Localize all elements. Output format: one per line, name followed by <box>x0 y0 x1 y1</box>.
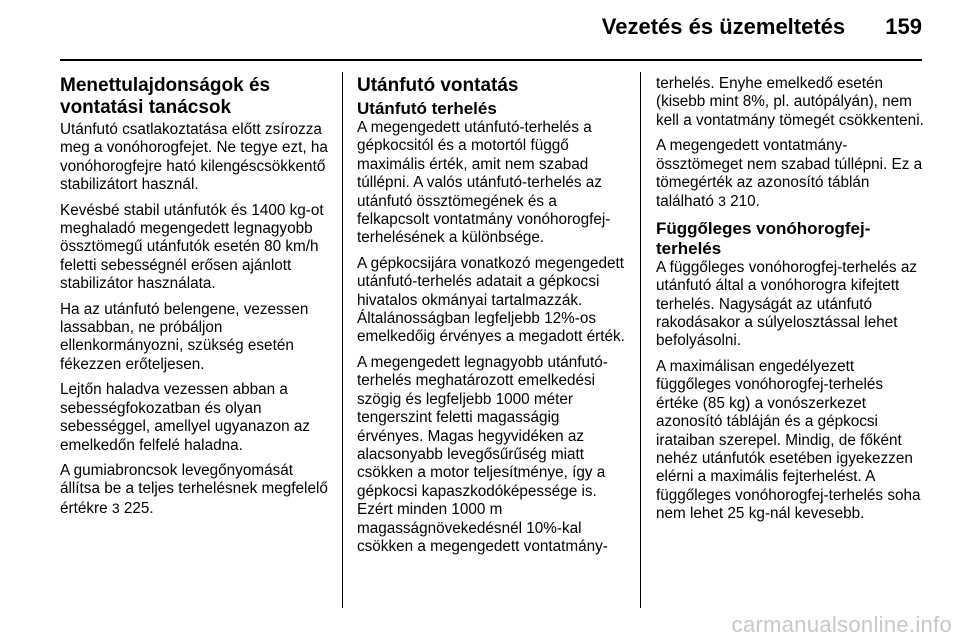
subsection-heading: Utánfutó terhelés <box>357 99 497 118</box>
page-number: 159 <box>885 14 922 39</box>
section-heading: Menettulajdonságok és vontatási tanácsok <box>60 75 271 118</box>
column-divider <box>342 72 343 608</box>
page-ref-number: 225. <box>123 499 154 517</box>
paragraph: Kevésbé stabil utánfutók és 1400 kg-ot meghaladó megengedett legnagyobb össztömegű utánfutók esetén 80 km/h feletti sebességnél erősen ajánlott stabilizátor használata. <box>60 201 324 293</box>
section-heading: Utánfutó vontatás <box>357 75 519 96</box>
subsection-heading: Függőleges vonóhorogfej-terhelés <box>656 218 871 258</box>
column-3 <box>656 75 928 531</box>
paragraph: A megengedett legnagyobb utánfutó-terhelés meghatározott emelkedési szögig és legfeljebb 1000 méter tengerszint feletti magasságig érvényes. Magas hegyvidéken az alacsonyabb levegősűrűség miatt csökken a motor teljesítménye, így a gépkocsi kapaszkodóképessége is. Ezért minden 1000 m magasságnövekedésnél 10%-kal csökken a megengedett vontatmány- <box>357 353 608 555</box>
paragraph <box>60 462 330 518</box>
page-ref-icon: 3 <box>111 499 120 516</box>
watermark: carmanualsonline.info <box>731 612 952 637</box>
paragraph: A függőleges vonóhorogfej-terhelés az utánfutó által a vonóhorogra kifejtett terhelés. Nagyságát az utánfutó rakodásakor a súlyelosztással lehet befolyásolni. <box>656 258 918 350</box>
paragraph: A maximálisan engedélyezett függőleges vonóhorogfej-terhelés értéke (85 kg) a vonószerkezet azonosító tábláján és a gépkocsi irataiban szerepel. Mindig, de főként nehéz utánfutók esetében igyekezzen elérni a maximális fejterhelést. A függőleges vonóhorogfej-terhelés soha nem lehet 25 kg-nál kevesebb. <box>656 357 921 523</box>
page-ref-icon: 3 <box>718 193 726 210</box>
page-title: Vezetés és üzemeltetés <box>601 14 846 39</box>
column-1 <box>60 75 330 525</box>
page-header <box>602 14 922 40</box>
column-2 <box>357 75 627 563</box>
paragraph: terhelés. Enyhe emelkedő esetén (kisebb mint 8%, pl. autópályán), nem kell a vontatmány tömegét csökkenteni. <box>656 75 924 129</box>
paragraph: Ha az utánfutó belengene, vezessen lassabban, ne próbáljon ellenkormányozni, szükség esetén fékezzen erőteljesen. <box>60 300 309 373</box>
paragraph: Lejtőn haladva vezessen abban a sebességfokozatban és olyan sebességgel, amellyel ugyanazon az emelkedőn felfelé haladna. <box>60 381 311 454</box>
header-rule <box>60 59 922 61</box>
page-ref-number: 210. <box>730 193 760 211</box>
paragraph: Utánfutó csatlakoztatása előtt zsírozza meg a vonóhorogfejet. Ne tegye ezt, ha vonóhorogfejre ható kilengéscsökkentő stabilizátort használ. <box>60 121 328 194</box>
paragraph: A megengedett utánfutó-terhelés a gépkocsitól és a motortól függő maximális érték, amit nem szabad túllépni. A valós utánfutó-terhelés az utánfutó össztömegének és a felkapcsolt vontatmány vonóhorogfej-terhelésének a különbsége. <box>357 119 611 247</box>
paragraph: A gépkocsijára vonatkozó megengedett utánfutó-terhelés adatait a gépkocsi hivatalos okmányai tartalmazzák. Általánosságban legfeljebb 12%-os emelkedőig érvényes a megadott érték. <box>357 254 625 346</box>
column-divider <box>640 72 641 608</box>
paragraph-text: A gumiabroncsok levegőnyomását állítsa be a teljes terhelésnek megfelelő értékre <box>60 461 328 517</box>
paragraph-text: A megengedett vontatmány-össztömeget nem szabad túllépni. Ez a tömegérték az azonosító táblán található <box>656 137 923 211</box>
paragraph <box>656 137 928 212</box>
